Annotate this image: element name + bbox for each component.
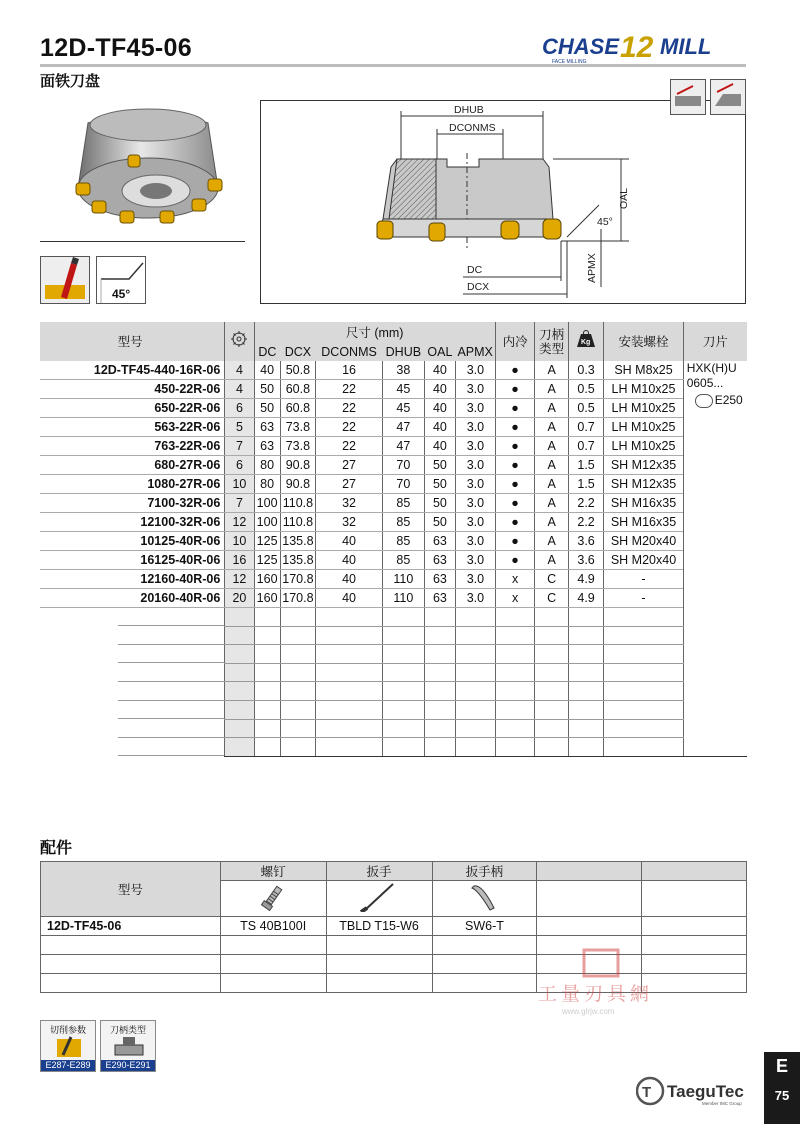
chase12mill-logo [542, 30, 747, 66]
table-row [40, 361, 747, 380]
table-row [40, 494, 747, 513]
row-screw: - [604, 589, 683, 608]
dhub-label: DHUB [454, 104, 484, 116]
row-screw: SH M12x35 [604, 456, 683, 475]
row-z: 4 [225, 361, 254, 380]
row-dhub: 110 [382, 589, 424, 608]
row-apmx: 3.0 [456, 475, 496, 494]
row-type: A [535, 380, 568, 399]
row-kg: 0.7 [568, 437, 604, 456]
row-apmx: 3.0 [456, 532, 496, 551]
table-row [40, 513, 747, 532]
row-z: 4 [225, 380, 254, 399]
header-screw: 安装螺栓 [604, 322, 683, 361]
row-dc: 160 [254, 570, 280, 589]
row-dhub: 110 [382, 570, 424, 589]
row-screw: LH M10x25 [604, 418, 683, 437]
table-row [40, 399, 747, 418]
row-model: 650-22R-06 [40, 399, 225, 418]
acc-header-empty-1 [537, 862, 642, 881]
svg-text:MILL: MILL [660, 34, 712, 59]
row-screw: SH M16x35 [604, 513, 683, 532]
cutter-photo [68, 103, 228, 231]
empty-row [40, 645, 747, 664]
row-dhub: 70 [382, 456, 424, 475]
row-oal: 63 [424, 551, 455, 570]
section-letter: E [775, 1056, 788, 1076]
operation-mode-icons [670, 79, 746, 115]
approach-angle-label: 45° [112, 287, 131, 301]
row-oal: 50 [424, 513, 455, 532]
empty-row [40, 719, 747, 738]
row-oal: 40 [424, 380, 455, 399]
cutting-params-label: 切削参数 [49, 1025, 86, 1035]
empty-row [40, 626, 747, 645]
row-dc: 80 [254, 475, 280, 494]
row-dhub: 47 [382, 437, 424, 456]
row-screw: SH M20x40 [604, 551, 683, 570]
sub-header-dconms: DCONMS [316, 343, 383, 361]
row-model: 10125-40R-06 [40, 532, 225, 551]
shoulder-milling-icon [710, 79, 746, 115]
row-dhub: 70 [382, 475, 424, 494]
apmx-label: APMX [586, 253, 598, 283]
sub-header-apmx: APMX [456, 343, 496, 361]
row-dcx: 135.8 [280, 532, 316, 551]
handle-icon [432, 881, 537, 917]
row-kg: 2.2 [568, 494, 604, 513]
row-screw: SH M20x40 [604, 532, 683, 551]
table-row [40, 418, 747, 437]
svg-text:工量刃具網: 工量刃具網 [538, 983, 654, 1005]
table-row [40, 380, 747, 399]
insert-ref: E250 [714, 393, 743, 407]
row-z: 16 [225, 551, 254, 570]
row-coolant: x [495, 570, 535, 589]
acc-header-wrench: 扳手 [326, 862, 432, 881]
accessories-title: 配件 [40, 840, 73, 857]
row-model: 12100-32R-06 [40, 513, 225, 532]
dcx-label: DCX [467, 281, 490, 293]
row-model: 16125-40R-06 [40, 551, 225, 570]
row-z: 10 [225, 475, 254, 494]
empty-row [40, 682, 747, 701]
row-dhub: 85 [382, 551, 424, 570]
row-coolant: ● [495, 380, 535, 399]
row-dconms: 22 [316, 399, 383, 418]
acc-model: 12D-TF45-06 [41, 917, 221, 936]
row-model: 12D-TF45-440-16R-06 [40, 361, 225, 380]
product-table-body [40, 361, 747, 756]
svg-text:T: T [642, 1084, 652, 1101]
row-dc: 63 [254, 437, 280, 456]
row-kg: 1.5 [568, 475, 604, 494]
row-z: 5 [225, 418, 254, 437]
row-apmx: 3.0 [456, 551, 496, 570]
acc-header-screw: 螺钉 [220, 862, 326, 881]
row-apmx: 3.0 [456, 380, 496, 399]
header-insert: 刀片 [683, 322, 747, 361]
row-dc: 50 [254, 380, 280, 399]
row-dc: 40 [254, 361, 280, 380]
insert-ref-link[interactable] [687, 393, 747, 408]
row-coolant: x [495, 589, 535, 608]
header-coolant: 内冷 [495, 322, 535, 361]
acc-icon-empty-1 [537, 881, 642, 917]
cutting-params-icon [55, 1035, 83, 1059]
shank-type-link[interactable] [100, 1020, 156, 1072]
insert-line1: HXK(H)U [686, 361, 737, 375]
insert-cell [683, 361, 747, 608]
row-type: A [535, 456, 568, 475]
acc-wrench: TBLD T15-W6 [326, 917, 432, 936]
row-screw: LH M10x25 [604, 437, 683, 456]
sub-header-dc: DC [254, 343, 280, 361]
taegutec-logo [636, 1076, 756, 1106]
weight-icon [568, 322, 604, 361]
row-model: 563-22R-06 [40, 418, 225, 437]
row-type: A [535, 494, 568, 513]
empty-row [40, 701, 747, 720]
cutting-application-icon [40, 256, 90, 304]
row-oal: 40 [424, 418, 455, 437]
row-dhub: 85 [382, 532, 424, 551]
row-coolant: ● [495, 399, 535, 418]
svg-text:Kg: Kg [581, 339, 591, 346]
row-oal: 50 [424, 494, 455, 513]
teeth-icon [225, 322, 254, 361]
row-z: 10 [225, 532, 254, 551]
row-dc: 80 [254, 456, 280, 475]
row-screw: SH M16x35 [604, 494, 683, 513]
row-screw: SH M8x25 [604, 361, 683, 380]
row-kg: 1.5 [568, 456, 604, 475]
row-type: A [535, 361, 568, 380]
shank-type-icon [113, 1035, 145, 1059]
row-dc: 100 [254, 494, 280, 513]
table-row [40, 570, 747, 589]
face-milling-icon [670, 79, 706, 115]
row-dc: 160 [254, 589, 280, 608]
sub-header-oal: OAL [424, 343, 455, 361]
oal-label: OAL [618, 187, 630, 209]
row-oal: 40 [424, 437, 455, 456]
row-apmx: 3.0 [456, 437, 496, 456]
row-apmx: 3.0 [456, 570, 496, 589]
shank-type-ref: E290-E291 [101, 1060, 155, 1071]
sub-header-dcx: DCX [280, 343, 316, 361]
row-dhub: 85 [382, 513, 424, 532]
svg-text:Member IMC Group: Member IMC Group [702, 1101, 742, 1106]
row-dcx: 73.8 [280, 437, 316, 456]
row-z: 6 [225, 456, 254, 475]
acc-handle: SW6-T [432, 917, 537, 936]
row-z: 20 [225, 589, 254, 608]
row-model: 1080-27R-06 [40, 475, 225, 494]
row-kg: 2.2 [568, 513, 604, 532]
row-z: 7 [225, 494, 254, 513]
row-dhub: 45 [382, 399, 424, 418]
row-dconms: 40 [316, 532, 383, 551]
row-model: 450-22R-06 [40, 380, 225, 399]
empty-row [40, 608, 747, 627]
row-apmx: 3.0 [456, 494, 496, 513]
row-dcx: 110.8 [280, 494, 316, 513]
row-coolant: ● [495, 513, 535, 532]
row-dcx: 90.8 [280, 456, 316, 475]
table-row [40, 437, 747, 456]
row-oal: 40 [424, 399, 455, 418]
row-type: A [535, 418, 568, 437]
svg-text:www.glrjw.com: www.glrjw.com [562, 1007, 615, 1016]
row-apmx: 3.0 [456, 456, 496, 475]
dconms-label: DCONMS [449, 122, 496, 134]
row-dconms: 40 [316, 570, 383, 589]
page-subtitle: 面铁刀盘 [40, 73, 101, 90]
row-apmx: 3.0 [456, 589, 496, 608]
row-apmx: 3.0 [456, 361, 496, 380]
svg-text:CHASE: CHASE [542, 34, 620, 59]
row-coolant: ● [495, 456, 535, 475]
row-oal: 63 [424, 532, 455, 551]
row-type: A [535, 475, 568, 494]
reference-icons [40, 1020, 160, 1072]
row-kg: 4.9 [568, 589, 604, 608]
table-row [40, 589, 747, 608]
row-dconms: 40 [316, 551, 383, 570]
row-dconms: 22 [316, 437, 383, 456]
row-type: A [535, 399, 568, 418]
header-model: 型号 [40, 322, 225, 361]
acc-icon-empty-2 [642, 881, 747, 917]
page-number: 75 [774, 1088, 790, 1103]
row-oal: 40 [424, 361, 455, 380]
row-apmx: 3.0 [456, 399, 496, 418]
photo-divider [40, 241, 245, 242]
row-kg: 0.5 [568, 399, 604, 418]
table-row [40, 532, 747, 551]
row-dc: 125 [254, 532, 280, 551]
page-title: 12D-TF45-06 [40, 34, 192, 62]
row-type: A [535, 437, 568, 456]
cutting-params-link[interactable] [40, 1020, 96, 1072]
row-dcx: 110.8 [280, 513, 316, 532]
row-dcx: 50.8 [280, 361, 316, 380]
acc-header-model: 型号 [41, 862, 221, 917]
row-coolant: ● [495, 551, 535, 570]
row-model: 20160-40R-06 [40, 589, 225, 608]
cutting-params-ref: E287-E289 [41, 1060, 95, 1071]
row-coolant: ● [495, 418, 535, 437]
row-kg: 4.9 [568, 570, 604, 589]
row-dconms: 27 [316, 456, 383, 475]
empty-row [40, 663, 747, 682]
row-dcx: 73.8 [280, 418, 316, 437]
header-dimensions: 尺寸 (mm) [254, 322, 495, 343]
row-model: 763-22R-06 [40, 437, 225, 456]
empty-row [40, 738, 747, 757]
table-row [40, 475, 747, 494]
table-row [40, 551, 747, 570]
row-dc: 50 [254, 399, 280, 418]
row-screw: SH M12x35 [604, 475, 683, 494]
row-type: C [535, 589, 568, 608]
row-dcx: 170.8 [280, 589, 316, 608]
row-kg: 0.3 [568, 361, 604, 380]
row-type: A [535, 551, 568, 570]
row-apmx: 3.0 [456, 418, 496, 437]
acc-header-empty-2 [642, 862, 747, 881]
row-screw: - [604, 570, 683, 589]
row-dconms: 40 [316, 589, 383, 608]
row-dconms: 22 [316, 418, 383, 437]
row-dc: 100 [254, 513, 280, 532]
row-dcx: 60.8 [280, 399, 316, 418]
angle-label: 45° [597, 216, 613, 228]
row-oal: 63 [424, 589, 455, 608]
row-model: 680-27R-06 [40, 456, 225, 475]
svg-text:TaeguTec: TaeguTec [667, 1082, 744, 1101]
svg-text:12: 12 [620, 31, 654, 64]
svg-text:FACE MILLING: FACE MILLING [552, 59, 587, 65]
row-z: 12 [225, 570, 254, 589]
table-row [40, 456, 747, 475]
technical-drawing [260, 100, 746, 304]
sub-header-dhub: DHUB [382, 343, 424, 361]
row-model: 12160-40R-06 [40, 570, 225, 589]
product-table [40, 322, 747, 757]
row-apmx: 3.0 [456, 513, 496, 532]
screw-icon [220, 881, 326, 917]
row-type: A [535, 513, 568, 532]
row-oal: 63 [424, 570, 455, 589]
row-type: C [535, 570, 568, 589]
row-coolant: ● [495, 494, 535, 513]
row-z: 12 [225, 513, 254, 532]
row-dconms: 22 [316, 380, 383, 399]
row-kg: 0.5 [568, 380, 604, 399]
row-dconms: 16 [316, 361, 383, 380]
row-dconms: 32 [316, 513, 383, 532]
row-dhub: 47 [382, 418, 424, 437]
row-dhub: 85 [382, 494, 424, 513]
row-screw: LH M10x25 [604, 380, 683, 399]
row-dconms: 27 [316, 475, 383, 494]
row-coolant: ● [495, 437, 535, 456]
row-z: 7 [225, 437, 254, 456]
acc-screw: TS 40B100I [220, 917, 326, 936]
row-dc: 63 [254, 418, 280, 437]
row-kg: 3.6 [568, 551, 604, 570]
section-tab [764, 1052, 800, 1124]
row-dhub: 38 [382, 361, 424, 380]
row-z: 6 [225, 399, 254, 418]
insert-ref-icon [695, 394, 713, 408]
row-dconms: 32 [316, 494, 383, 513]
row-dcx: 135.8 [280, 551, 316, 570]
row-coolant: ● [495, 475, 535, 494]
row-kg: 0.7 [568, 418, 604, 437]
row-type: A [535, 532, 568, 551]
shank-type-label: 刀柄类型 [109, 1025, 146, 1035]
row-dcx: 60.8 [280, 380, 316, 399]
row-screw: LH M10x25 [604, 399, 683, 418]
acc-header-handle: 扳手柄 [432, 862, 537, 881]
row-dcx: 170.8 [280, 570, 316, 589]
row-model: 7100-32R-06 [40, 494, 225, 513]
row-coolant: ● [495, 532, 535, 551]
row-dhub: 45 [382, 380, 424, 399]
wrench-icon [326, 881, 432, 917]
dc-label: DC [467, 264, 483, 276]
header-shank-type: 刀柄类型 [535, 322, 568, 361]
watermark [536, 948, 676, 1018]
insert-line2: 0605... [686, 376, 724, 390]
row-dcx: 90.8 [280, 475, 316, 494]
row-oal: 50 [424, 456, 455, 475]
row-kg: 3.6 [568, 532, 604, 551]
row-coolant: ● [495, 361, 535, 380]
row-oal: 50 [424, 475, 455, 494]
row-dc: 125 [254, 551, 280, 570]
